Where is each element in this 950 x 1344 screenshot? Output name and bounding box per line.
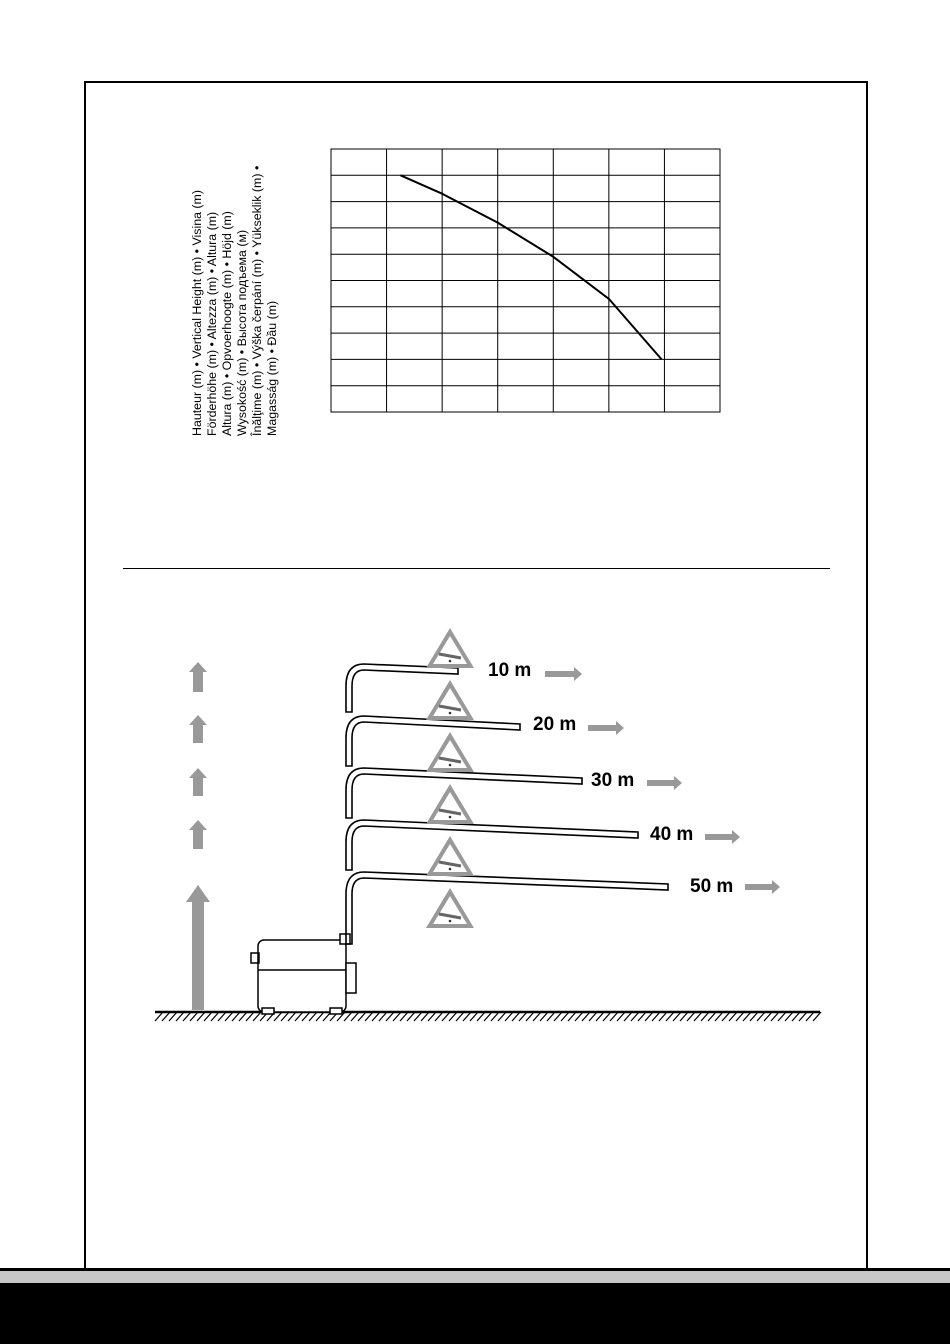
ground-hatch-stroke <box>715 1012 723 1021</box>
distance-20m <box>533 714 624 735</box>
ground-hatch-stroke <box>365 1012 373 1021</box>
outlet-pipes <box>346 664 668 944</box>
ground-hatch-stroke <box>253 1012 261 1021</box>
performance-chart <box>330 148 722 414</box>
ylabel-line-3: Altura (m) • Opvoerhoogte (m) • Höjd (m) <box>220 211 234 436</box>
pump-distance-diagram <box>150 620 830 1030</box>
ground-hatch-stroke <box>316 1012 324 1021</box>
distance-label-10m: 10 m <box>488 660 532 681</box>
ground-hatch-stroke <box>666 1012 674 1021</box>
up-arrow-icon <box>189 768 207 796</box>
ground-hatch-stroke <box>792 1012 800 1021</box>
ground-hatch-stroke <box>379 1012 387 1021</box>
section-divider <box>123 568 830 569</box>
pipe-20m <box>346 716 520 766</box>
ground-hatch-stroke <box>197 1012 205 1021</box>
right-arrow-icon <box>588 721 624 735</box>
warning-triangle-icon <box>426 732 474 772</box>
up-arrow-icon <box>189 662 207 692</box>
ground-hatch-stroke <box>743 1012 751 1021</box>
chart-series-line <box>401 175 662 359</box>
ground-hatch-stroke <box>799 1012 807 1021</box>
up-arrow-icon <box>186 885 210 1010</box>
distance-label-30m: 30 m <box>591 770 635 791</box>
ground-hatch-stroke <box>680 1012 688 1021</box>
ground-hatch-stroke <box>190 1012 198 1021</box>
ground-hatch-stroke <box>470 1012 478 1021</box>
ground-hatch-stroke <box>428 1012 436 1021</box>
ground-hatch-stroke <box>722 1012 730 1021</box>
ground-hatch-stroke <box>456 1012 464 1021</box>
ground-hatch-stroke <box>281 1012 289 1021</box>
ground-hatch-stroke <box>449 1012 457 1021</box>
ground-hatch-stroke <box>575 1012 583 1021</box>
up-arrow-icon <box>189 715 207 743</box>
ground-hatch-stroke <box>295 1012 303 1021</box>
ground-hatch-stroke <box>358 1012 366 1021</box>
ground-hatch-stroke <box>162 1012 170 1021</box>
ground-hatch-stroke <box>246 1012 254 1021</box>
ground-hatch-stroke <box>176 1012 184 1021</box>
distance-40m <box>650 824 740 845</box>
ground-hatch-stroke <box>645 1012 653 1021</box>
ground-hatch-stroke <box>596 1012 604 1021</box>
ground-hatch-stroke <box>463 1012 471 1021</box>
ground-hatch-stroke <box>582 1012 590 1021</box>
warning-triangle-icon <box>426 680 474 720</box>
footer-dark-band <box>0 1283 950 1344</box>
ground-hatch-stroke <box>708 1012 716 1021</box>
ground-hatch-stroke <box>764 1012 772 1021</box>
distance-label-20m: 20 m <box>533 714 577 735</box>
ground-hatch-stroke <box>757 1012 765 1021</box>
ground-hatch-stroke <box>659 1012 667 1021</box>
ground-hatch-stroke <box>204 1012 212 1021</box>
distance-30m <box>591 770 682 791</box>
distance-50m <box>690 876 780 897</box>
ground-hatch-stroke <box>477 1012 485 1021</box>
ground-hatch-stroke <box>519 1012 527 1021</box>
ground-hatch-stroke <box>239 1012 247 1021</box>
ground-hatch-stroke <box>603 1012 611 1021</box>
ground-hatch-stroke <box>540 1012 548 1021</box>
ground-hatch-stroke <box>610 1012 618 1021</box>
ground-hatch-stroke <box>750 1012 758 1021</box>
ground-hatch-stroke <box>729 1012 737 1021</box>
ground-hatch-stroke <box>652 1012 660 1021</box>
ground-hatch-stroke <box>673 1012 681 1021</box>
ground-hatch-stroke <box>561 1012 569 1021</box>
ground-hatch-stroke <box>547 1012 555 1021</box>
ground-hatch-stroke <box>554 1012 562 1021</box>
ground-hatch-stroke <box>568 1012 576 1021</box>
warning-triangle-icon <box>426 784 474 824</box>
ground-hatch-stroke <box>638 1012 646 1021</box>
ground-hatch-stroke <box>617 1012 625 1021</box>
ground-hatch-stroke <box>701 1012 709 1021</box>
ylabel-line-2: Förderhöhe (m) • Altezza (m) • Altura (m) <box>205 211 219 436</box>
ground-hatch-stroke <box>533 1012 541 1021</box>
ground-hatch-stroke <box>589 1012 597 1021</box>
ground-hatch-stroke <box>491 1012 499 1021</box>
pump-unit-icon <box>251 934 356 1014</box>
ylabel-line-6: Magasság (m) • Đầu (m) <box>265 300 279 436</box>
ground-hatch-stroke <box>526 1012 534 1021</box>
ground-hatch-stroke <box>421 1012 429 1021</box>
ground-hatch-stroke <box>813 1012 821 1021</box>
ground-hatch-stroke <box>631 1012 639 1021</box>
ground-hatch-stroke <box>309 1012 317 1021</box>
ground-hatch-stroke <box>169 1012 177 1021</box>
pipe-50m <box>346 872 668 944</box>
ground-hatch <box>155 1012 821 1021</box>
ground-hatch-stroke <box>225 1012 233 1021</box>
right-arrow-icon <box>705 830 740 844</box>
ground-hatch-stroke <box>484 1012 492 1021</box>
ground-hatch-stroke <box>274 1012 282 1021</box>
ground-hatch-stroke <box>505 1012 513 1021</box>
ground-hatch-stroke <box>232 1012 240 1021</box>
ground-hatch-stroke <box>211 1012 219 1021</box>
chart-y-axis-label <box>190 116 280 436</box>
ylabel-line-1: Hauteur (m) • Vertical Height (m) • Visina (m) <box>190 190 204 436</box>
up-arrow-icon <box>189 820 207 849</box>
ground-hatch-stroke <box>414 1012 422 1021</box>
ground-hatch-stroke <box>155 1012 163 1021</box>
distance-10m <box>488 660 582 681</box>
ground-hatch-stroke <box>407 1012 415 1021</box>
ground-hatch-stroke <box>400 1012 408 1021</box>
ground-hatch-stroke <box>386 1012 394 1021</box>
ground-hatch-stroke <box>218 1012 226 1021</box>
ground-hatch-stroke <box>393 1012 401 1021</box>
ylabel-line-4: Wysokość (m) • Высота подъема (м) <box>235 229 249 436</box>
ground-hatch-stroke <box>694 1012 702 1021</box>
ground-hatch-stroke <box>442 1012 450 1021</box>
ground-hatch-stroke <box>771 1012 779 1021</box>
ground-hatch-stroke <box>288 1012 296 1021</box>
warning-triangle-icon <box>426 888 474 928</box>
ground-hatch-stroke <box>785 1012 793 1021</box>
pipe-40m <box>346 820 638 870</box>
ground-hatch-stroke <box>372 1012 380 1021</box>
ground-hatch-stroke <box>624 1012 632 1021</box>
ground-hatch-stroke <box>302 1012 310 1021</box>
ground-hatch-stroke <box>344 1012 352 1021</box>
distance-label-40m: 40 m <box>650 824 694 845</box>
ground-hatch-stroke <box>351 1012 359 1021</box>
footer-light-band <box>0 1271 950 1283</box>
warning-triangle-icon <box>426 836 474 876</box>
distance-label-50m: 50 m <box>690 876 734 897</box>
right-arrow-icon <box>745 880 780 894</box>
ylabel-line-5: Înălţime (m) • Výška čerpání (m) • Yükseklik (m) • <box>250 165 264 436</box>
ground-hatch-stroke <box>736 1012 744 1021</box>
right-arrow-icon <box>647 776 682 790</box>
right-arrow-icon <box>545 667 582 681</box>
ground-hatch-stroke <box>778 1012 786 1021</box>
ground-hatch-stroke <box>435 1012 443 1021</box>
ground-hatch-stroke <box>183 1012 191 1021</box>
ground-hatch-stroke <box>498 1012 506 1021</box>
ground-hatch-stroke <box>806 1012 814 1021</box>
ground-hatch-stroke <box>512 1012 520 1021</box>
warning-triangle-icon <box>426 628 474 668</box>
ground-hatch-stroke <box>687 1012 695 1021</box>
